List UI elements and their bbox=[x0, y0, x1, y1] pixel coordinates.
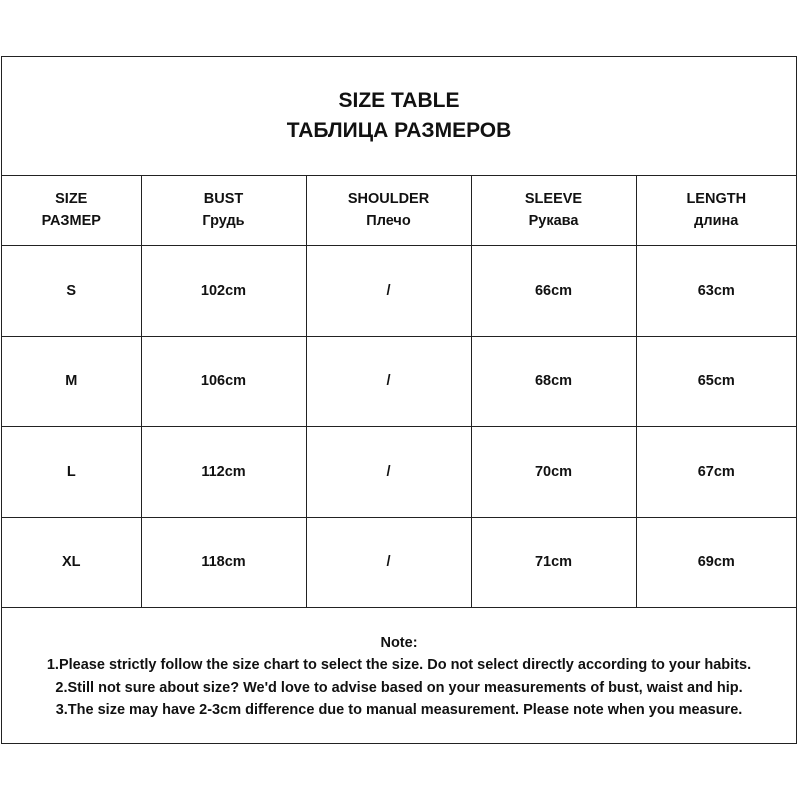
cell-sleeve: 70cm bbox=[471, 427, 636, 518]
header-bust-en: BUST bbox=[203, 191, 244, 207]
header-shoulder-en: SHOULDER bbox=[347, 191, 430, 207]
cell-length: 69cm bbox=[636, 517, 796, 608]
title-english: SIZE TABLE bbox=[338, 89, 460, 112]
cell-length: 63cm bbox=[636, 246, 796, 337]
header-length-ru: длина bbox=[694, 213, 739, 229]
header-length bbox=[636, 175, 796, 246]
note-heading: Note: bbox=[380, 634, 418, 651]
note-line-2: 2.Still not sure about size? We'd love to advise based on your measurements of bust, waist and hip. bbox=[55, 679, 743, 696]
cell-shoulder: / bbox=[306, 427, 471, 518]
cell-bust: 118cm bbox=[141, 517, 306, 608]
cell-size: S bbox=[2, 246, 141, 337]
table-row bbox=[2, 427, 796, 518]
header-size bbox=[2, 175, 141, 246]
cell-bust: 102cm bbox=[141, 246, 306, 337]
cell-length: 65cm bbox=[636, 336, 796, 427]
header-sleeve-en: SLEEVE bbox=[524, 191, 583, 207]
header-size-ru: РАЗМЕР bbox=[41, 213, 101, 229]
cell-length: 67cm bbox=[636, 427, 796, 518]
note-line-1: 1.Please strictly follow the size chart to select the size. Do not select directly according to your habits. bbox=[46, 657, 752, 673]
table-row bbox=[2, 336, 796, 427]
header-shoulder-ru: Плечо bbox=[366, 213, 411, 229]
table-row bbox=[2, 246, 796, 337]
note-line-3: 3.The size may have 2-3cm difference due to manual measurement. Please note when you measure. bbox=[55, 702, 743, 718]
cell-size: XL bbox=[2, 517, 141, 608]
size-table-frame bbox=[1, 56, 797, 744]
cell-size: M bbox=[2, 336, 141, 427]
cell-shoulder: / bbox=[306, 246, 471, 337]
cell-sleeve: 71cm bbox=[471, 517, 636, 608]
table-header-row bbox=[2, 175, 796, 246]
cell-bust: 106cm bbox=[141, 336, 306, 427]
cell-sleeve: 68cm bbox=[471, 336, 636, 427]
cell-bust: 112cm bbox=[141, 427, 306, 518]
cell-size: L bbox=[2, 427, 141, 518]
header-sleeve-ru: Рукава bbox=[528, 213, 579, 229]
header-bust-ru: Грудь bbox=[202, 213, 245, 229]
title-block bbox=[2, 57, 796, 176]
cell-shoulder: / bbox=[306, 336, 471, 427]
header-shoulder bbox=[306, 175, 471, 246]
cell-shoulder: / bbox=[306, 517, 471, 608]
header-sleeve bbox=[471, 175, 636, 246]
title-russian: ТАБЛИЦА РАЗМЕРОВ bbox=[286, 119, 512, 142]
header-bust bbox=[141, 175, 306, 246]
size-table bbox=[2, 175, 796, 608]
table-row bbox=[2, 517, 796, 608]
cell-sleeve: 66cm bbox=[471, 246, 636, 337]
header-length-en: LENGTH bbox=[686, 191, 747, 207]
header-size-en: SIZE bbox=[55, 191, 88, 207]
note-block bbox=[2, 610, 796, 743]
